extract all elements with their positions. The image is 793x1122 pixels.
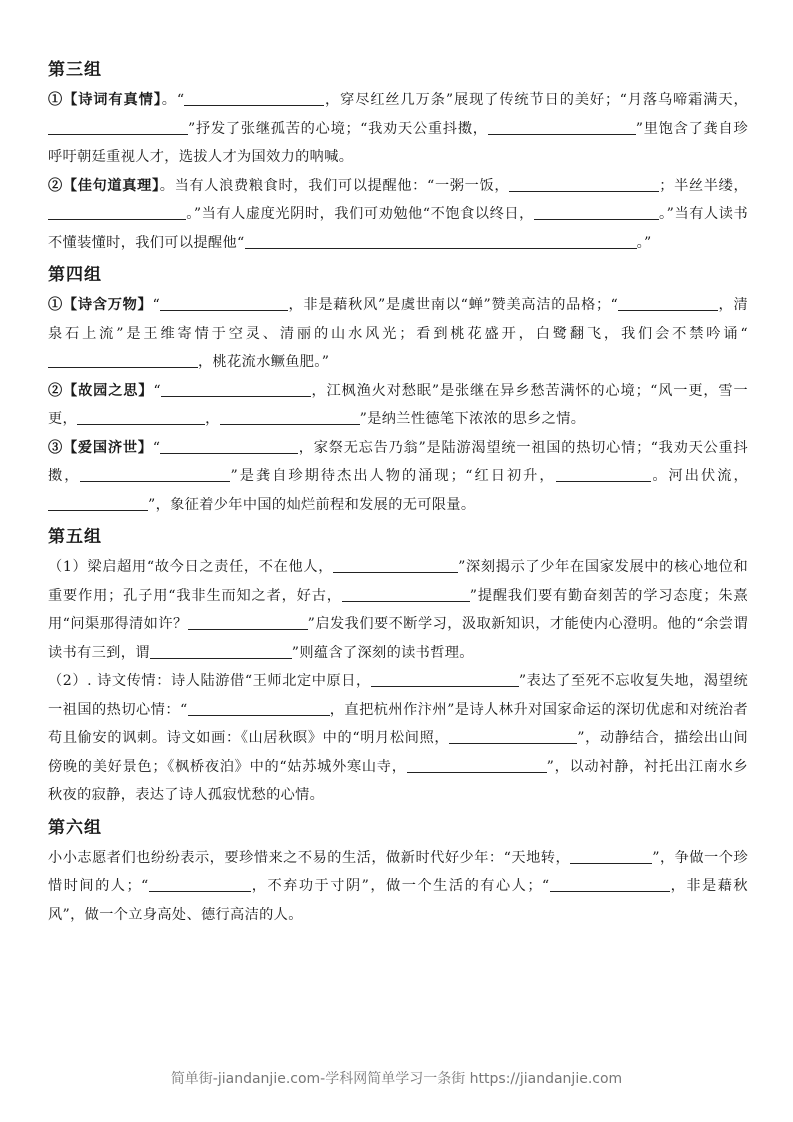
fill-in-blank[interactable]: [245, 232, 637, 249]
item-heading: ③【爱国济世】: [48, 439, 153, 456]
fill-in-blank[interactable]: [160, 294, 288, 311]
question-group: [48, 523, 748, 810]
fill-in-blank[interactable]: [80, 465, 230, 482]
item-heading: ①【诗含万物】: [48, 297, 153, 313]
fill-in-blank[interactable]: [371, 670, 519, 687]
item-text: ”则蕴含了深刻的读书哲理。: [291, 644, 474, 661]
fill-in-blank[interactable]: [509, 175, 659, 192]
fill-in-blank[interactable]: [407, 756, 547, 773]
item-text: ”是纳兰性德笔下浓浓的思乡之情。: [359, 411, 586, 427]
fill-in-blank[interactable]: [161, 380, 311, 397]
item-text: ，桃花流水鳜鱼肥。”: [198, 354, 330, 370]
fill-in-blank[interactable]: [184, 89, 324, 106]
fill-in-blank[interactable]: [333, 556, 458, 573]
item-text: ”启发我们要不断学习，汲取新知识，才能使内心澄明。他的“余尝谓读书有三到，谓: [48, 616, 748, 661]
fill-in-blank[interactable]: [188, 613, 308, 630]
item-text: ；半丝半缕，: [659, 177, 749, 194]
fill-in-blank[interactable]: [77, 408, 205, 425]
group-title: 第三组: [48, 60, 102, 80]
item-text: 。”当有人虚度光阴时，我们可劝勉他“不饱食以终日，: [186, 206, 534, 222]
item-text: “: [152, 297, 161, 313]
item-text: ”，以动衬静，衬托出江南水乡秋夜的寂静，表达了诗人孤寂忧愁的心情。: [48, 758, 749, 803]
question-group: [48, 56, 748, 257]
fill-in-blank[interactable]: [488, 118, 636, 135]
fill-in-blank[interactable]: [570, 847, 652, 864]
item-text: （2）. 诗文传情：诗人陆游借“王师北定中原日，: [48, 673, 371, 689]
fill-in-blank[interactable]: [149, 875, 251, 892]
question-item: [48, 86, 748, 172]
item-text: ”深刻揭示了少年在国家发展中的核心地位和重要作用；孔子用“我非生而知之者，好古，: [48, 559, 748, 604]
item-text: ”里饱含了龚自珍呼吁朝廷重视人才，选拔人才为国效力的呐喊。: [48, 120, 748, 165]
item-heading: ②【佳句道真理】: [48, 177, 160, 194]
item-text: “: [152, 439, 161, 456]
fill-in-blank[interactable]: [160, 437, 298, 454]
fill-in-blank[interactable]: [618, 294, 718, 311]
footer-watermark: 简单街-jiandanjie.com-学科网简单学习一条街 https://jiandanjie.com: [170, 1071, 623, 1087]
item-heading: ①【诗词有真情】: [48, 92, 162, 108]
question-item: [48, 377, 748, 434]
question-item: [48, 844, 748, 930]
question-item: [48, 172, 748, 258]
item-text: ，: [205, 411, 220, 427]
item-text: ”提醒我们要有勤奋刻苦的学习态度；朱熹用“问渠那得清如许？: [48, 587, 748, 632]
fill-in-blank[interactable]: [220, 408, 360, 425]
item-text: ”，争做一个珍惜时间的人；“: [48, 849, 748, 894]
group-title: 第四组: [48, 265, 102, 285]
group-title: 第五组: [48, 527, 102, 547]
fill-in-blank[interactable]: [534, 203, 659, 220]
item-text: ，直把杭州作汴州”是诗人林升对国家命运的深切优虑和对统治者苟且偷安的讽刺。诗文如画：《山居秋暝》中的“明月松间照，: [48, 701, 748, 746]
item-heading: ②【故园之思】: [48, 382, 154, 399]
item-text: 。河出伏流，: [650, 468, 748, 484]
group-title: 第六组: [48, 817, 102, 838]
question-item: [48, 434, 748, 520]
item-text: ”是龚自珍期待杰出人物的涌现；“红日初升，: [230, 468, 556, 484]
question-group: [48, 814, 748, 930]
item-text: （1）梁启超用“故今日之责任，不在他人，: [48, 559, 334, 575]
item-text: ，非是藉秋风”是虞世南以“蝉”赞美高洁的品格；“: [288, 297, 619, 313]
fill-in-blank[interactable]: [150, 642, 292, 659]
item-text: 。”: [636, 234, 652, 251]
fill-in-blank[interactable]: [188, 699, 330, 716]
item-text: ”，象征着少年中国的灿烂前程和发展的无可限量。: [148, 496, 476, 513]
fill-in-blank[interactable]: [48, 118, 188, 135]
item-text: ，不弃功于寸阴”，做一个生活的有心人；“: [250, 878, 550, 894]
item-text: 。当有人浪费粮食时，我们可以提醒他：“一粥一饭，: [159, 177, 510, 194]
fill-in-blank[interactable]: [556, 465, 651, 482]
item-text: ”表达了至死不忘收复失地，渴望统一祖国的热切心情：“: [48, 673, 748, 718]
item-text: 。”当有人读书不懂装懂时，我们可以提醒他“: [48, 206, 748, 251]
fill-in-blank[interactable]: [48, 351, 198, 368]
fill-in-blank[interactable]: [449, 727, 577, 744]
fill-in-blank[interactable]: [48, 203, 186, 220]
item-text: 。“: [161, 92, 185, 108]
fill-in-blank[interactable]: [48, 494, 148, 511]
fill-in-blank[interactable]: [342, 585, 470, 602]
item-text: ，江枫渔火对愁眠”是张继在异乡愁苦满怀的心境；“风一更，雪一更，: [48, 382, 749, 427]
worksheet-page: [48, 52, 748, 929]
item-text: 小小志愿者们也纷纷表示，要珍惜来之不易的生活，做新时代好少年：“天地转，: [48, 849, 571, 866]
item-text: “: [153, 382, 161, 399]
item-text: ，清泉石上流”是王维寄情于空灵、清丽的山水风光；看到桃花盛开，白鹭翻飞，我们会不禁吟诵“: [48, 297, 749, 342]
item-text: ，穿尽红丝几万条”展现了传统节日的美好；“月落乌啼霜满天，: [324, 92, 748, 108]
question-item: [48, 553, 748, 667]
fill-in-blank[interactable]: [550, 875, 670, 892]
item-text: ，家祭无忘告乃翁”是陆游渴望统一祖国的热切心情；“我劝天公重抖擞，: [48, 439, 749, 484]
item-text: ”，动静结合，描绘出山间傍晚的美好景色；《枫桥夜泊》中的“姑苏城外寒山寺，: [48, 730, 748, 775]
question-item: [48, 291, 748, 377]
question-item: [48, 667, 748, 810]
item-text: ”抒发了张继孤苦的心境；“我劝天公重抖擞，: [188, 120, 488, 137]
item-text: ，非是藉秋风”，做一个立身高处、德行高洁的人。: [48, 878, 748, 923]
question-group: [48, 261, 748, 519]
